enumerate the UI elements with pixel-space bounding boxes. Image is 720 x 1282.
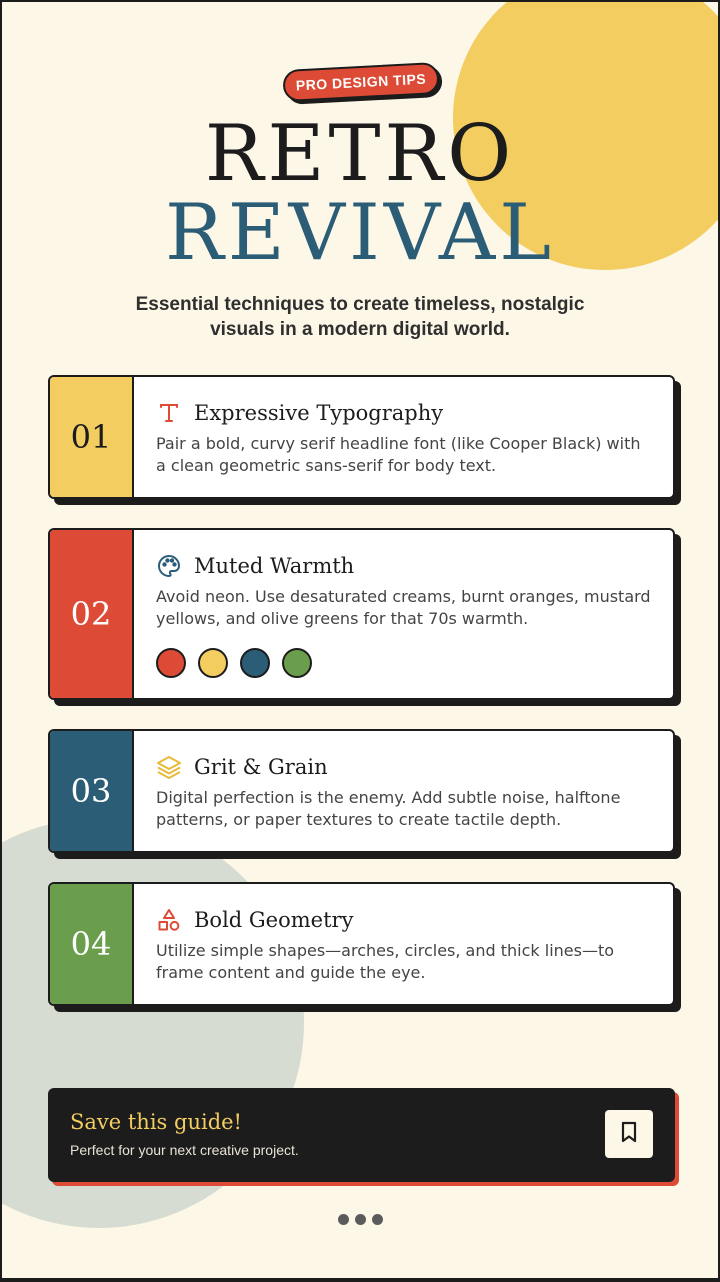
tip-number: 02 xyxy=(50,530,134,698)
pro-design-tips-tag: PRO DESIGN TIPS xyxy=(282,62,439,102)
tip-number: 04 xyxy=(50,884,134,1004)
tip-card-muted-warmth xyxy=(48,528,675,700)
cta-title: Save this guide! xyxy=(70,1110,242,1134)
tip-text: Pair a bold, curvy serif headline font (like Cooper Black) with a clean geometric sans-serif for body text. xyxy=(156,434,641,475)
subtitle: Essential techniques to create timeless, nostalgic visuals in a modern digital world. xyxy=(135,294,585,340)
tip-header xyxy=(156,753,653,781)
pagination-dot[interactable] xyxy=(372,1214,383,1225)
tip-header xyxy=(156,552,653,580)
palette-icon xyxy=(156,553,182,579)
tip-title: Muted Warmth xyxy=(194,554,355,578)
tip-title: Grit & Grain xyxy=(194,755,328,779)
swatch-teal xyxy=(240,648,270,678)
tip-body xyxy=(134,530,673,698)
swatch-mustard xyxy=(198,648,228,678)
tip-number: 01 xyxy=(50,377,134,497)
tip-header xyxy=(156,399,653,427)
tip-card-grit-grain xyxy=(48,729,675,853)
tip-header xyxy=(156,906,653,934)
pagination-dots xyxy=(2,1214,718,1225)
type-icon xyxy=(156,400,182,426)
bookmark-button[interactable] xyxy=(605,1110,653,1158)
pagination-dot[interactable] xyxy=(338,1214,349,1225)
title-line-retro: RETRO xyxy=(204,109,516,199)
pagination-dot[interactable] xyxy=(355,1214,366,1225)
tip-body xyxy=(134,377,673,497)
tip-number: 03 xyxy=(50,731,134,851)
swatch-burnt-red xyxy=(156,648,186,678)
shapes-icon xyxy=(156,907,182,933)
tip-card-bold-geometry xyxy=(48,882,675,1006)
tip-title: Bold Geometry xyxy=(194,908,354,932)
page xyxy=(2,2,718,1278)
tip-card-typography xyxy=(48,375,675,499)
tip-title: Expressive Typography xyxy=(194,401,444,425)
title-line-revival: REVIVAL xyxy=(165,188,555,278)
tip-text: Utilize simple shapes—arches, circles, and thick lines—to frame content and guide the eye. xyxy=(156,941,615,982)
bookmark-icon xyxy=(620,1121,638,1148)
cta-subtitle: Perfect for your next creative project. xyxy=(70,1142,299,1158)
layers-icon xyxy=(156,754,182,780)
color-swatches xyxy=(156,648,653,678)
tip-body xyxy=(134,731,673,851)
swatch-olive-green xyxy=(282,648,312,678)
tip-text: Avoid neon. Use desaturated creams, burnt oranges, mustard yellows, and olive greens for that 70s warmth. xyxy=(156,587,651,628)
save-guide-banner xyxy=(48,1088,675,1182)
tip-body xyxy=(134,884,673,1004)
tip-text: Digital perfection is the enemy. Add subtle noise, halftone patterns, or paper textures to create tactile depth. xyxy=(156,788,621,829)
